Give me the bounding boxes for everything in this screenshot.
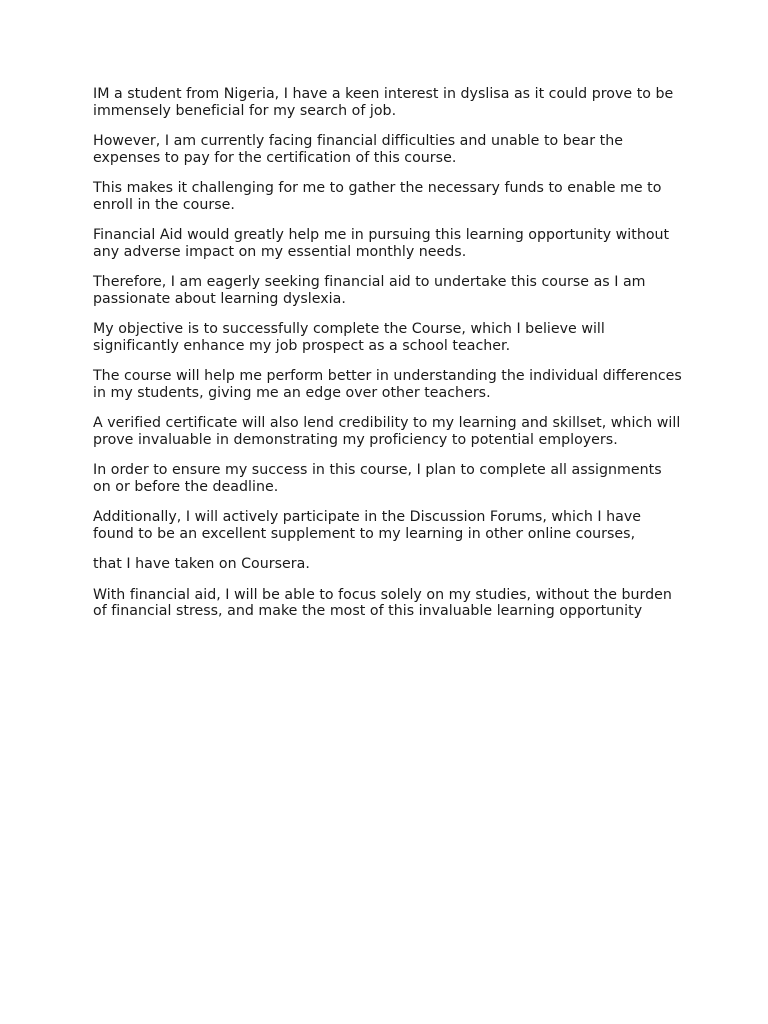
paragraph-1: IM a student from Nigeria, I have a keen interest in dyslisa as it could prove to be immensely beneficial for my search of job.	[93, 86, 674, 119]
paragraph-8: A verified certificate will also lend credibility to my learning and skillset, which will prove invaluable in demonstrating my proficiency to potential employers.	[93, 415, 681, 448]
paragraph-7: The course will help me perform better in understanding the individual differences in my students, giving me an edge over other teachers.	[93, 368, 682, 401]
paragraph-12: With financial aid, I will be able to focus solely on my studies, without the burden of financial stress, and make the most of this invaluable learning opportunity	[93, 586, 672, 619]
paragraph-9: In order to ensure my success in this course, I plan to complete all assignments on or before the deadline.	[93, 462, 662, 495]
paragraph-4: Financial Aid would greatly help me in pursuing this learning opportunity without any adverse impact on my essential monthly needs.	[93, 227, 670, 260]
paragraph-5: Therefore, I am eagerly seeking financial aid to undertake this course as I am passionate about learning dyslexia.	[93, 274, 646, 307]
paragraph-6: My objective is to successfully complete the Course, which I believe will significantly enhance my job prospect as a school teacher.	[93, 321, 605, 354]
paragraph-3: This makes it challenging for me to gather the necessary funds to enable me to enroll in the course.	[93, 180, 662, 213]
document-body	[93, 86, 683, 634]
paragraph-10: Additionally, I will actively participate in the Discussion Forums, which I have found to be an excellent supplement to my learning in other online courses,	[93, 509, 641, 542]
paragraph-2: However, I am currently facing financial difficulties and unable to bear the expenses to pay for the certification of this course.	[93, 133, 623, 166]
paragraph-11: that I have taken on Coursera.	[93, 556, 310, 572]
